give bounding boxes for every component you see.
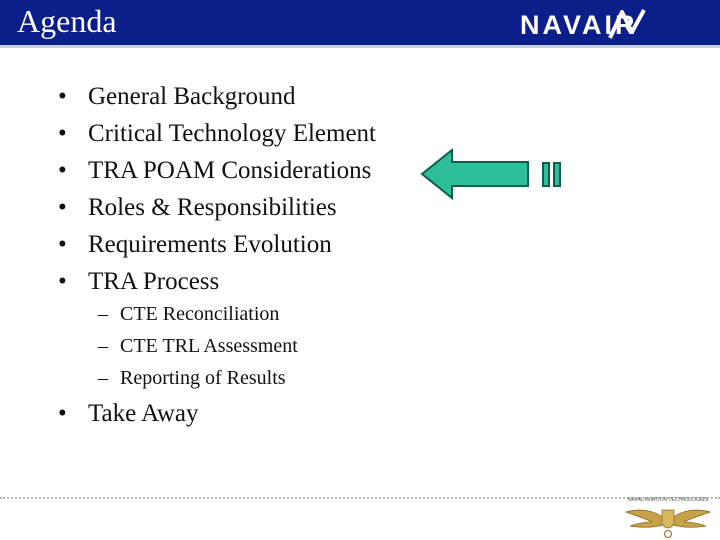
left-arrow-icon — [418, 148, 568, 200]
bullet-marker: • — [58, 400, 67, 427]
emblem-right-wing — [670, 510, 710, 527]
bullet-marker: • — [58, 157, 67, 184]
sub-bullet-marker: – — [98, 367, 108, 389]
emblem-caption: NAVAL AVIATION TECHNOLOGIES — [627, 497, 709, 503]
sub-bullet-text: Reporting of Results — [120, 367, 286, 389]
arrow-shape — [422, 150, 528, 198]
bullet-text: Roles & Responsibilities — [88, 194, 337, 221]
footer-divider — [0, 497, 720, 499]
bullet-text: TRA POAM Considerations — [88, 157, 372, 184]
bullet-marker: • — [58, 268, 67, 295]
sub-bullet-marker: – — [98, 335, 108, 357]
navair-logo — [518, 6, 714, 42]
bullet-marker: • — [58, 83, 67, 110]
emblem-shield — [662, 510, 674, 528]
bullet-text: TRA Process — [88, 268, 220, 295]
bullet-marker: • — [58, 231, 67, 258]
sub-bullet-marker: – — [98, 303, 108, 325]
bullet-marker: • — [58, 120, 67, 147]
navair-logo-text: NAVAIR — [520, 10, 638, 40]
bullet-text: Requirements Evolution — [88, 231, 332, 258]
emblem-left-wing — [626, 510, 666, 527]
slide-title: Agenda — [17, 3, 117, 39]
emblem-anchor-ring — [665, 531, 672, 538]
slide-header-bar — [0, 0, 720, 45]
header-divider — [0, 45, 720, 48]
arrow-tail-bar — [543, 163, 549, 186]
bullet-text: Take Away — [88, 400, 199, 427]
naval-aviator-wings-icon — [622, 494, 714, 540]
bullet-text: Critical Technology Element — [88, 120, 376, 147]
arrow-tail-bar — [554, 163, 560, 186]
sub-bullet-text: CTE Reconciliation — [120, 303, 280, 325]
bullet-marker: • — [58, 194, 67, 221]
bullet-text: General Background — [88, 83, 296, 110]
sub-bullet-text: CTE TRL Assessment — [120, 335, 298, 357]
